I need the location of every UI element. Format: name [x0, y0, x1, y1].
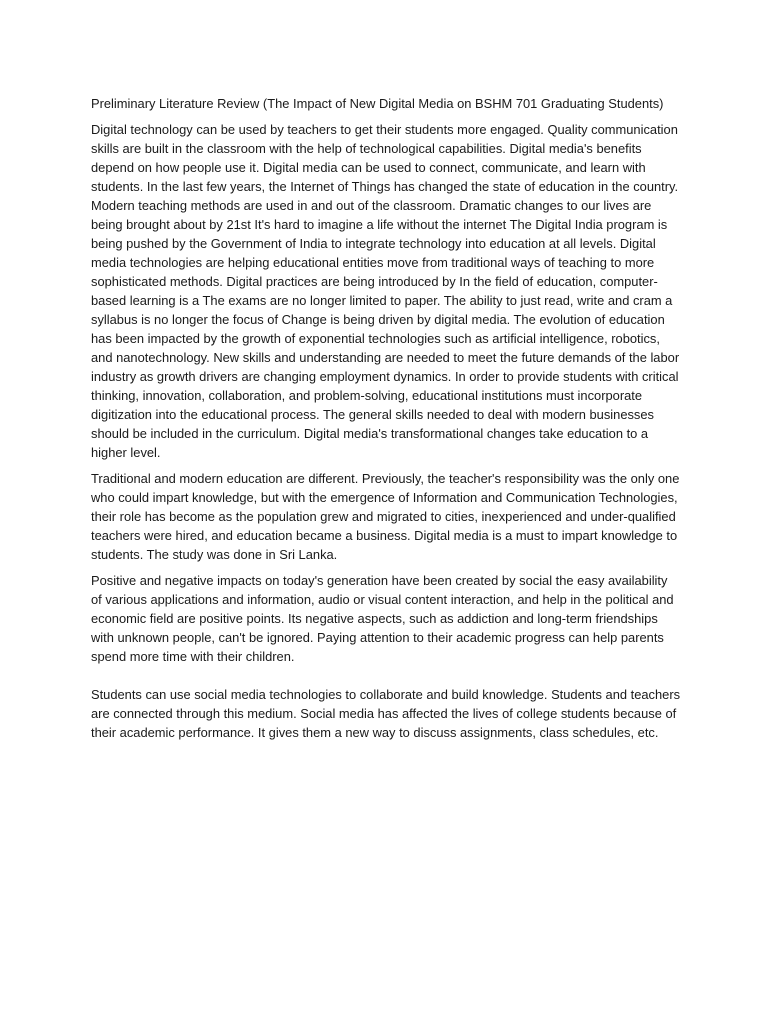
paragraph-digital-technology: Digital technology can be used by teachers to get their students more engaged. Quality communication skills are built in the classroom with the help of technological capabilities. Digital media's benefits depend on how people use it. Digital media can be used to connect, communicate, and learn with students. In the last few years, the Internet of Things has changed the state of education in the country. Modern teaching methods are used in and out of the classroom. Dramatic changes to our lives are being brought about by 21st It's hard to imagine a life without the internet The Digital India program is being pushed by the Government of India to integrate technology into education at all levels. Digital media technologies are helping educational entities move from traditional ways of teaching to more sophisticated methods. Digital practices are being introduced by In the field of education, computer-based learning is a The exams are no longer limited to paper. The ability to just read, write and cram a syllabus is no longer the focus of Change is being driven by digital media. The evolution of education has been impacted by the growth of exponential technologies such as artificial intelligence, robotics, and nanotechnology. New skills and understanding are needed to meet the future demands of the labor industry as growth drivers are changing employment dynamics. In order to provide students with critical thinking, innovation, collaboration, and problem-solving, educational institutions must incorporate digitization into the educational process. The general skills needed to deal with modern businesses should be included in the curriculum. Digital media's transformational changes take education to a higher level. [91, 122, 680, 460]
document-body [91, 94, 681, 749]
paragraph-traditional-modern: Traditional and modern education are different. Previously, the teacher's responsibility was the only one who could impart knowledge, but with the emergence of Information and Communication Technologies, their role has become as the population grew and migrated to cities, inexperienced and under-qualified teachers were hired, and education became a business. Digital media is a must to impart knowledge to students. The study was done in Sri Lanka. [91, 471, 680, 562]
document-title: Preliminary Literature Review (The Impact of New Digital Media on BSHM 701 Graduating Students) [91, 96, 664, 111]
paragraph-positive-negative: Positive and negative impacts on today's generation have been created by social the easy availability of various applications and information, audio or visual content interaction, and help in the political and economic field are positive points. Its negative aspects, such as addiction and long-term friendships with unknown people, can't be ignored. Paying attention to their academic progress can help parents spend more time with their children. [91, 573, 674, 664]
paragraph-social-media: Students can use social media technologies to collaborate and build knowledge. Students and teachers are connected through this medium. Social media has affected the lives of college students because of their academic performance. It gives them a new way to discuss assignments, class schedules, etc. [91, 687, 681, 740]
